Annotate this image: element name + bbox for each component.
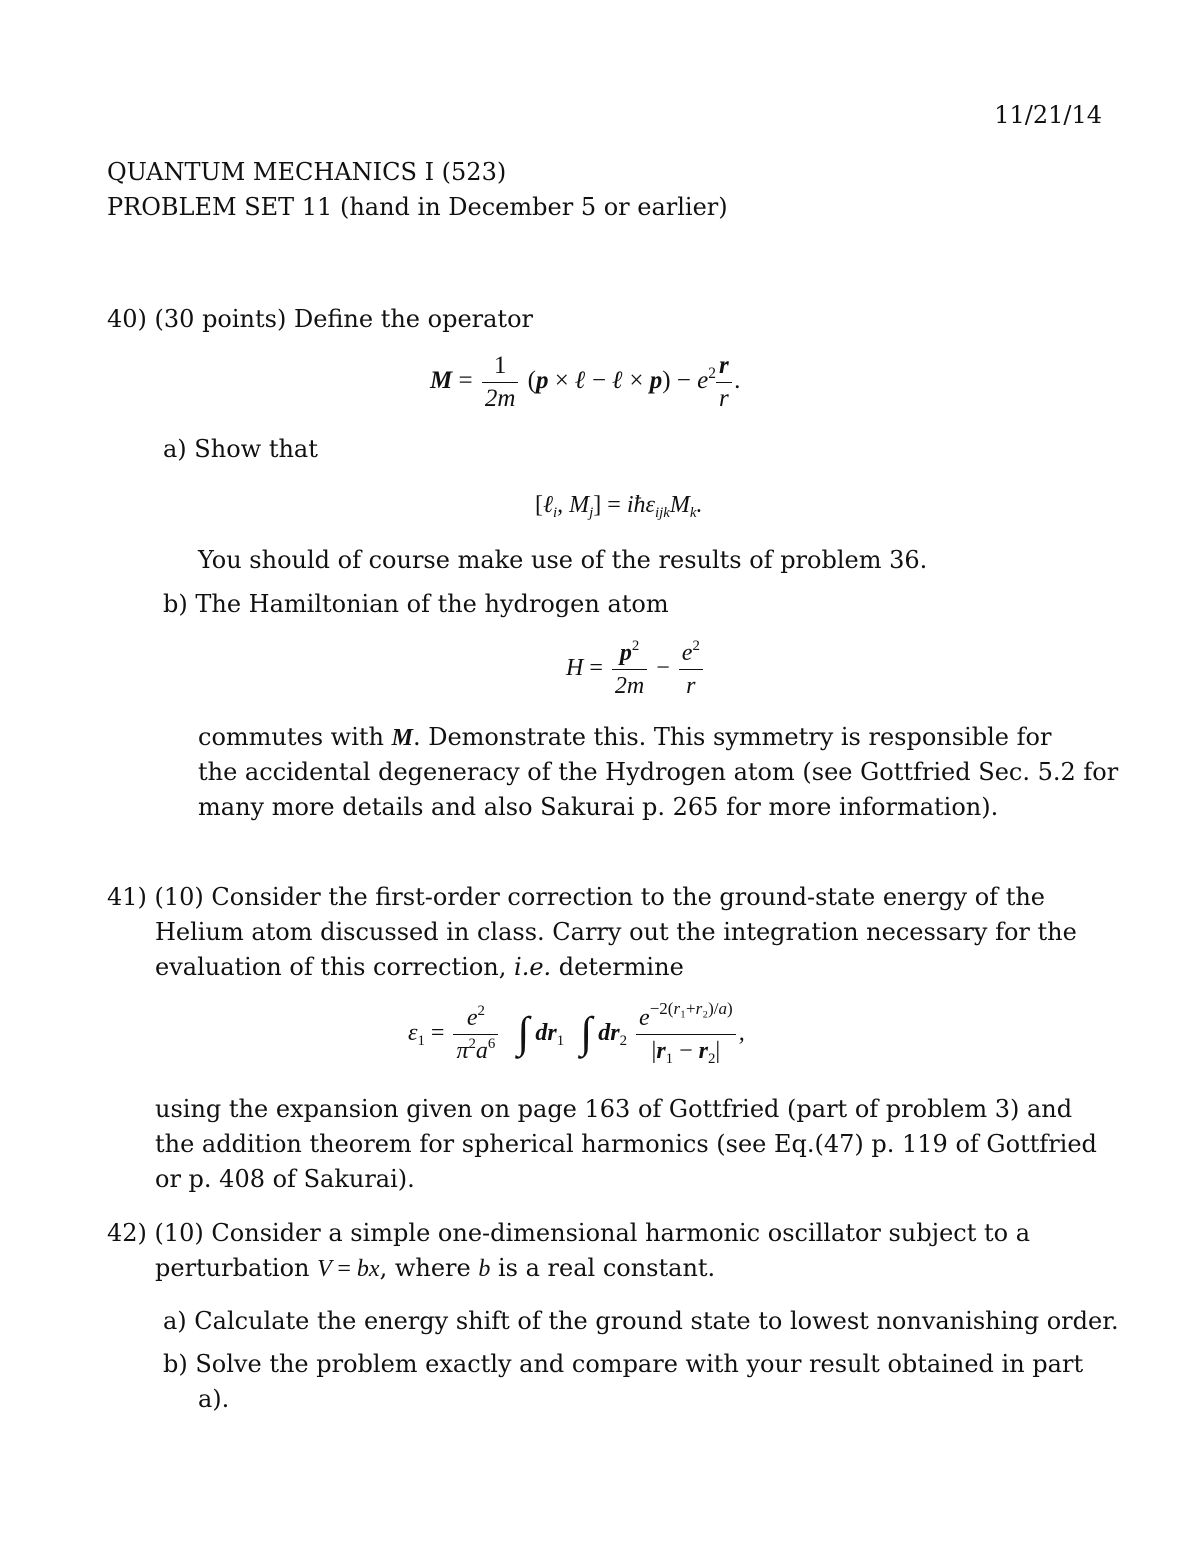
problem-set-title: PROBLEM SET 11 (hand in December 5 or earlier) [107,193,728,221]
equation-M-definition: M = $\frac{1}{2m}$ (p × ℓ − ℓ × $p) - e^2$ $\frac{r}{r}$ . [430,350,741,415]
course-title: QUANTUM MECHANICS I (523) [107,158,507,186]
problem-40a-label: a) Show that [163,435,318,463]
problem-40-intro: 40) (30 points) Define the operator [107,305,533,333]
equation-epsilon-1: $\varepsilon_1$ = $\frac{e^2}{\pi^2a^6}$ ∫ $dr_1$ ∫ $dr_2$ $\frac{e^{-2(r_1+r_2)/a)}}{|r_1 - r_2|}$ , [408,998,745,1068]
problem-42a: a) Calculate the energy shift of the ground state to lowest nonvanishing order. [163,1307,1119,1335]
date: 11/21/14 [994,101,1102,129]
problem-41-after-line-2: the addition theorem for spherical harmonics (see Eq.(47) p. 119 of Gottfried [155,1130,1097,1158]
equation-commutator: [ℓ$_i$, $M_j$] = $iħ\varepsilon_{ijk}M_k$. [535,492,703,522]
problem-40a-note: You should of course make use of the results of problem 36. [198,546,928,574]
problem-42-line-1: 42) (10) Consider a simple one-dimensional harmonic oscillator subject to a [107,1219,1031,1247]
problem-41-line-3: evaluation of this correction, i.e. determine [155,953,684,981]
problem-42b-line-2: a). [198,1385,230,1413]
problem-41-after-line-1: using the expansion given on page 163 of Gottfried (part of problem 3) and [155,1095,1073,1123]
problem-41-after-line-3: or p. 408 of Sakurai). [155,1165,415,1193]
problem-41-line-1: 41) (10) Consider the first-order correction to the ground-state energy of the [107,883,1045,911]
equation-hamiltonian: H = $\frac{p^2}{2m}$ − $\frac{e^2}{r}$ [566,637,706,702]
problem-42-line-2: perturbation V = bx, where b is a real constant. [155,1254,716,1282]
problem-40b-line-3: many more details and also Sakurai p. 265 for more information). [198,793,999,821]
problem-40b-line-2: the accidental degeneracy of the Hydrogen atom (see Gottfried Sec. 5.2 for [198,758,1119,786]
problem-41-line-2: Helium atom discussed in class. Carry out the integration necessary for the [155,918,1077,946]
problem-40b-line-1: commutes with M. Demonstrate this. This symmetry is responsible for [198,723,1052,751]
problem-40b-label: b) The Hamiltonian of the hydrogen atom [163,590,669,618]
problem-42b-line-1: b) Solve the problem exactly and compare with your result obtained in part [163,1350,1084,1378]
